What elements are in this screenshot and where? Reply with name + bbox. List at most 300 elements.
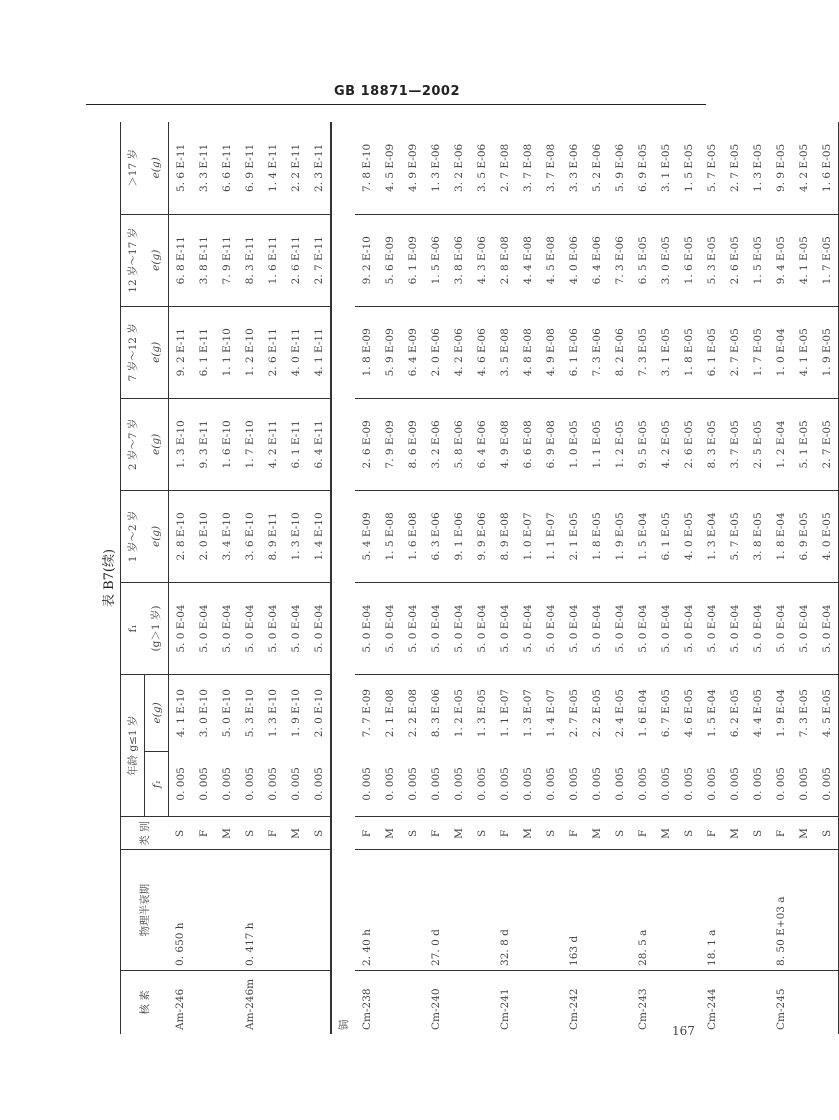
cell-half-life [401, 850, 424, 971]
cell-nuclide [723, 970, 746, 1034]
cell-e-le1: 5. 3 E-10 [238, 675, 261, 752]
cell-half-life [470, 850, 493, 971]
cell-e-7-12: 1. 2 E-10 [238, 306, 261, 398]
table-row [470, 122, 493, 1034]
cell-e-le1: 4. 5 E-05 [815, 675, 839, 752]
cell-f1: 0. 005 [243, 767, 256, 801]
cell-e-2-7: 2. 6 E-09 [355, 398, 378, 490]
cell-half-life [585, 850, 608, 971]
cell-f1-gt1: 5. 0 E-04 [215, 582, 238, 674]
cell-e-gt17: 2. 2 E-11 [289, 143, 302, 192]
cell-f1-gt1: 5. 0 E-04 [307, 582, 331, 674]
cell-e-12-17: 6. 4 E-06 [585, 214, 608, 306]
cell-e-le1: 7. 7 E-09 [355, 675, 378, 752]
cell-f1: 0. 005 [266, 767, 279, 801]
cell-nuclide [516, 970, 539, 1034]
cell-half-life: 27. 0 d [424, 850, 447, 971]
cell-f1-gt1: 5. 0 E-04 [631, 582, 654, 674]
cell-e-le1: 6. 7 E-05 [654, 675, 677, 752]
cell-e-7-12: 4. 2 E-06 [447, 306, 470, 398]
cell-e-7-12: 9. 2 E-11 [169, 306, 193, 398]
cell-f1-gt1: 5. 0 E-04 [238, 582, 261, 674]
cell-e-12-17: 1. 5 E-05 [746, 214, 769, 306]
cell-half-life: 2. 40 h [355, 850, 378, 971]
cell-nuclide: Cm-245 [769, 970, 792, 1034]
cell-half-life [261, 850, 284, 971]
cell-e-7-12: 1. 9 E-05 [815, 306, 839, 398]
header-e-le1: e(g) [145, 675, 169, 752]
cell-e-2-7: 1. 7 E-10 [238, 398, 261, 490]
cell-e-7-12: 4. 0 E-11 [284, 306, 307, 398]
cell-f1: 0. 005 [774, 767, 787, 801]
cell-nuclide [815, 970, 839, 1034]
cell-e-7-12: 1. 7 E-05 [746, 306, 769, 398]
cell-f1: 0. 005 [659, 767, 672, 801]
cell-nuclide [192, 970, 215, 1034]
cell-f1-gt1: 5. 0 E-04 [424, 582, 447, 674]
cell-e-7-12: 2. 7 E-05 [723, 306, 746, 398]
header-f1-le1: f₁ [145, 751, 169, 817]
cell-e-2-7: 6. 4 E-06 [470, 398, 493, 490]
header-e-2-7: e(g) [145, 398, 169, 490]
cell-class: F [261, 817, 284, 850]
cell-class: F [192, 817, 215, 850]
cell-f1-gt1: 5. 0 E-04 [769, 582, 792, 674]
cell-e-7-12: 4. 8 E-08 [516, 306, 539, 398]
cell-half-life [539, 850, 562, 971]
cell-nuclide: Cm-238 [355, 970, 378, 1034]
cell-e-2-7: 1. 1 E-05 [585, 398, 608, 490]
cell-e-1-2: 5. 4 E-09 [355, 490, 378, 582]
cell-e-2-7: 5. 1 E-05 [792, 398, 815, 490]
cell-e-1-2: 1. 1 E-07 [539, 490, 562, 582]
cell-e-12-17: 1. 6 E-05 [677, 214, 700, 306]
cell-f1: 0. 005 [613, 767, 626, 801]
table-row [378, 122, 401, 1034]
header-f1-gt1-note: (g＞1 岁) [145, 582, 169, 674]
cell-e-2-7: 5. 8 E-06 [447, 398, 470, 490]
cell-class: M [654, 817, 677, 850]
cell-class: S [401, 817, 424, 850]
cell-e-12-17: 1. 6 E-11 [261, 214, 284, 306]
cell-e-12-17: 8. 3 E-11 [238, 214, 261, 306]
cell-e-12-17: 5. 3 E-05 [700, 214, 723, 306]
table-row [493, 122, 516, 1034]
cell-class: M [792, 817, 815, 850]
cell-nuclide [585, 970, 608, 1034]
cell-nuclide: Am-246m [238, 970, 261, 1034]
cell-e-2-7: 2. 7 E-05 [815, 398, 839, 490]
cell-f1: 0. 005 [567, 767, 580, 801]
table-row [192, 122, 215, 1034]
cell-e-le1: 2. 7 E-05 [562, 675, 585, 752]
cell-e-le1: 7. 3 E-05 [792, 675, 815, 752]
cell-f1: 0. 005 [815, 751, 839, 817]
header-age-2-7: 2 岁～7 岁 [121, 398, 145, 490]
cell-f1: 0. 005 [429, 767, 442, 801]
cell-e-2-7: 9. 3 E-11 [192, 398, 215, 490]
table-row [516, 122, 539, 1034]
cell-class: F [355, 817, 378, 850]
cell-half-life [723, 850, 746, 971]
cell-e-2-7: 1. 2 E-05 [608, 398, 631, 490]
header-e-1-2: e(g) [145, 490, 169, 582]
cell-e-gt17: 2. 3 E-11 [312, 143, 325, 192]
cell-e-7-12: 2. 6 E-11 [261, 306, 284, 398]
cell-e-2-7: 1. 3 E-10 [169, 398, 193, 490]
cell-e-gt17: 5. 2 E-06 [590, 143, 603, 192]
table-row [355, 122, 378, 1034]
cell-e-le1: 5. 0 E-10 [215, 675, 238, 752]
cell-f1-gt1: 5. 0 E-04 [815, 582, 839, 674]
cell-half-life [516, 850, 539, 971]
cell-f1-gt1: 5. 0 E-04 [516, 582, 539, 674]
cell-class: S [746, 817, 769, 850]
cell-half-life [654, 850, 677, 971]
table-row [307, 122, 331, 1034]
cell-e-1-2: 3. 4 E-10 [215, 490, 238, 582]
cell-e-7-12: 3. 1 E-05 [654, 306, 677, 398]
cell-half-life: 8. 50 E+03 a [769, 850, 792, 971]
cell-e-gt17: 1. 4 E-11 [266, 143, 279, 192]
cell-class: S [307, 817, 331, 850]
cell-f1-gt1: 5. 0 E-04 [608, 582, 631, 674]
cell-e-le1: 2. 2 E-08 [401, 675, 424, 752]
header-age-le1: 年龄 g≤1 岁 [121, 675, 145, 817]
cell-e-7-12: 6. 1 E-11 [192, 306, 215, 398]
cell-e-2-7: 8. 6 E-09 [401, 398, 424, 490]
cell-e-le1: 4. 4 E-05 [746, 675, 769, 752]
cell-half-life [192, 850, 215, 971]
cell-f1: 0. 005 [544, 767, 557, 801]
cell-f1: 0. 005 [498, 767, 511, 801]
cell-e-12-17: 9. 2 E-10 [355, 214, 378, 306]
cell-e-1-2: 1. 3 E-10 [284, 490, 307, 582]
cell-f1: 0. 005 [174, 767, 187, 801]
cell-e-7-12: 5. 9 E-09 [378, 306, 401, 398]
cell-e-le1: 1. 3 E-07 [516, 675, 539, 752]
cell-e-gt17: 3. 7 E-08 [544, 143, 557, 192]
cell-half-life [447, 850, 470, 971]
cell-nuclide [401, 970, 424, 1034]
cell-f1: 0. 005 [289, 767, 302, 801]
cell-half-life [677, 850, 700, 971]
cell-e-1-2: 1. 4 E-10 [307, 490, 331, 582]
cell-f1: 0. 005 [590, 767, 603, 801]
cell-e-le1: 2. 1 E-08 [378, 675, 401, 752]
cell-e-7-12: 1. 8 E-05 [677, 306, 700, 398]
cell-class: M [447, 817, 470, 850]
cell-e-gt17: 6. 6 E-11 [220, 143, 233, 192]
cell-f1-gt1: 5. 0 E-04 [677, 582, 700, 674]
table-row [447, 122, 470, 1034]
table-row [746, 122, 769, 1034]
cell-e-2-7: 2. 6 E-05 [677, 398, 700, 490]
cell-e-le1: 8. 3 E-06 [424, 675, 447, 752]
cell-class: M [585, 817, 608, 850]
cell-f1-gt1: 5. 0 E-04 [585, 582, 608, 674]
cell-e-le1: 1. 4 E-07 [539, 675, 562, 752]
cell-f1-gt1: 5. 0 E-04 [169, 582, 193, 674]
cell-e-1-2: 1. 8 E-04 [769, 490, 792, 582]
cell-e-7-12: 1. 8 E-09 [355, 306, 378, 398]
cell-e-12-17: 3. 8 E-06 [447, 214, 470, 306]
cell-f1-gt1: 5. 0 E-04 [401, 582, 424, 674]
cell-nuclide [215, 970, 238, 1034]
cell-e-7-12: 6. 1 E-06 [562, 306, 585, 398]
cell-e-7-12: 6. 4 E-09 [401, 306, 424, 398]
cell-f1-gt1: 5. 0 E-04 [447, 582, 470, 674]
cell-e-12-17: 4. 5 E-08 [539, 214, 562, 306]
cell-e-gt17: 3. 3 E-06 [567, 143, 580, 192]
cell-e-12-17: 2. 8 E-08 [493, 214, 516, 306]
cell-f1: 0. 005 [383, 767, 396, 801]
cell-e-12-17: 2. 7 E-11 [307, 214, 331, 306]
cell-e-le1: 2. 0 E-10 [307, 675, 331, 752]
cell-f1-gt1: 5. 0 E-04 [562, 582, 585, 674]
cell-f1: 0. 005 [705, 767, 718, 801]
cell-f1: 0. 005 [197, 767, 210, 801]
table-title: 表 B7(续) [102, 548, 117, 608]
dose-coefficient-table [120, 122, 839, 1034]
cell-e-2-7: 1. 6 E-10 [215, 398, 238, 490]
cell-e-le1: 6. 2 E-05 [723, 675, 746, 752]
cell-f1-gt1: 5. 0 E-04 [792, 582, 815, 674]
cell-f1-gt1: 5. 0 E-04 [261, 582, 284, 674]
cell-e-le1: 1. 3 E-10 [261, 675, 284, 752]
cell-f1-gt1: 5. 0 E-04 [284, 582, 307, 674]
cell-e-12-17: 1. 7 E-05 [815, 214, 839, 306]
cell-f1: 0. 005 [312, 767, 325, 801]
cell-e-1-2: 3. 6 E-10 [238, 490, 261, 582]
cell-f1: 0. 005 [452, 767, 465, 801]
cell-e-gt17: 3. 2 E-06 [452, 143, 465, 192]
table-row [539, 122, 562, 1034]
table-row [815, 122, 839, 1034]
cell-nuclide [470, 970, 493, 1034]
cell-class: F [700, 817, 723, 850]
cell-e-7-12: 4. 1 E-05 [792, 306, 815, 398]
header-e-gt17: e(g) [145, 122, 169, 214]
table-row [424, 122, 447, 1034]
cell-class: S [539, 817, 562, 850]
cell-e-1-2: 2. 0 E-10 [192, 490, 215, 582]
cell-e-le1: 1. 9 E-10 [284, 675, 307, 752]
cell-e-1-2: 4. 0 E-05 [677, 490, 700, 582]
cell-e-2-7: 3. 2 E-06 [424, 398, 447, 490]
cell-e-2-7: 6. 4 E-11 [307, 398, 331, 490]
table-row [700, 122, 723, 1034]
cell-nuclide [307, 970, 331, 1034]
cell-e-gt17: 1. 3 E-05 [751, 143, 764, 192]
cell-e-le1: 4. 1 E-10 [169, 675, 193, 752]
table-row [654, 122, 677, 1034]
cell-f1-gt1: 5. 0 E-04 [654, 582, 677, 674]
cell-nuclide [284, 970, 307, 1034]
cell-class: M [378, 817, 401, 850]
cell-e-2-7: 8. 3 E-05 [700, 398, 723, 490]
header-f1-gt1: f₁ [121, 582, 145, 674]
cell-class: F [769, 817, 792, 850]
header-class: 类 别 [121, 817, 169, 850]
cell-f1: 0. 005 [475, 767, 488, 801]
cell-nuclide: Cm-243 [631, 970, 654, 1034]
cell-e-gt17: 1. 5 E-05 [682, 143, 695, 192]
cell-nuclide [746, 970, 769, 1034]
cell-half-life: 28. 5 a [631, 850, 654, 971]
cell-e-gt17: 3. 3 E-11 [197, 143, 210, 192]
header-age-gt17: ＞17 岁 [121, 122, 145, 214]
cell-half-life [284, 850, 307, 971]
cell-e-gt17: 1. 3 E-06 [429, 143, 442, 192]
cell-e-gt17: 9. 9 E-05 [774, 143, 787, 192]
cell-e-gt17: 6. 9 E-11 [243, 143, 256, 192]
cell-e-2-7: 7. 9 E-09 [378, 398, 401, 490]
cell-half-life [815, 850, 839, 971]
cell-e-12-17: 7. 9 E-11 [215, 214, 238, 306]
cell-e-12-17: 6. 5 E-05 [631, 214, 654, 306]
cell-e-1-2: 8. 9 E-11 [261, 490, 284, 582]
cell-e-7-12: 4. 6 E-06 [470, 306, 493, 398]
cell-f1: 0. 005 [360, 767, 373, 801]
cell-f1-gt1: 5. 0 E-04 [470, 582, 493, 674]
cell-e-gt17: 3. 1 E-05 [659, 143, 672, 192]
cell-e-gt17: 4. 2 E-05 [797, 143, 810, 192]
cell-e-gt17: 7. 8 E-10 [360, 143, 373, 192]
table-row [608, 122, 631, 1034]
table-row [238, 122, 261, 1034]
standard-number: GB 18871—2002 [333, 84, 460, 99]
cell-half-life: 163 d [562, 850, 585, 971]
cell-class: S [169, 817, 193, 850]
cell-f1: 0. 005 [636, 767, 649, 801]
cell-e-1-2: 9. 9 E-06 [470, 490, 493, 582]
cell-e-le1: 1. 2 E-05 [447, 675, 470, 752]
cell-e-12-17: 2. 6 E-05 [723, 214, 746, 306]
cell-half-life: 0. 417 h [238, 850, 261, 971]
page-number: 167 [672, 1024, 695, 1038]
cell-e-1-2: 1. 8 E-05 [585, 490, 608, 582]
cell-e-1-2: 6. 1 E-05 [654, 490, 677, 582]
cell-class: F [493, 817, 516, 850]
cell-e-12-17: 9. 4 E-05 [769, 214, 792, 306]
cell-class: S [815, 817, 839, 850]
cell-nuclide [447, 970, 470, 1034]
cell-class: S [238, 817, 261, 850]
cell-e-1-2: 1. 0 E-07 [516, 490, 539, 582]
cell-e-1-2: 2. 1 E-05 [562, 490, 585, 582]
cell-half-life [746, 850, 769, 971]
cell-e-7-12: 7. 3 E-05 [631, 306, 654, 398]
cell-class: S [608, 817, 631, 850]
cell-e-2-7: 6. 9 E-08 [539, 398, 562, 490]
cell-e-1-2: 1. 6 E-08 [401, 490, 424, 582]
table-row [169, 122, 193, 1034]
cell-e-7-12: 7. 3 E-06 [585, 306, 608, 398]
cell-e-12-17: 4. 3 E-06 [470, 214, 493, 306]
cell-f1-gt1: 5. 0 E-04 [493, 582, 516, 674]
cell-half-life [378, 850, 401, 971]
cell-f1: 0. 005 [406, 767, 419, 801]
cell-nuclide: Cm-244 [700, 970, 723, 1034]
cell-nuclide [378, 970, 401, 1034]
cell-f1-gt1: 5. 0 E-04 [746, 582, 769, 674]
cell-nuclide [261, 970, 284, 1034]
header-age-7-12: 7 岁～12 岁 [121, 306, 145, 398]
cell-e-7-12: 4. 9 E-08 [539, 306, 562, 398]
header-e-7-12: e(g) [145, 306, 169, 398]
cell-e-1-2: 2. 8 E-10 [169, 490, 193, 582]
table-row [562, 122, 585, 1034]
table-row [631, 122, 654, 1034]
group-row [331, 122, 355, 1034]
cell-e-12-17: 7. 3 E-06 [608, 214, 631, 306]
cell-f1: 0. 005 [797, 767, 810, 801]
cell-e-7-12: 1. 0 E-04 [769, 306, 792, 398]
cell-half-life: 32. 8 d [493, 850, 516, 971]
table-body [169, 122, 839, 1034]
cell-e-1-2: 1. 5 E-04 [631, 490, 654, 582]
cell-e-1-2: 5. 7 E-05 [723, 490, 746, 582]
cell-class: M [215, 817, 238, 850]
cell-class: S [470, 817, 493, 850]
cell-half-life: 0. 650 h [169, 850, 193, 971]
cell-e-12-17: 4. 4 E-08 [516, 214, 539, 306]
cell-e-gt17: 4. 9 E-09 [406, 143, 419, 192]
cell-f1: 0. 005 [751, 767, 764, 801]
cell-f1-gt1: 5. 0 E-04 [700, 582, 723, 674]
cell-e-le1: 4. 6 E-05 [677, 675, 700, 752]
cell-class: M [723, 817, 746, 850]
cell-nuclide: Cm-241 [493, 970, 516, 1034]
table-row [585, 122, 608, 1034]
cell-e-1-2: 6. 9 E-05 [792, 490, 815, 582]
cell-class: S [677, 817, 700, 850]
group-label: 锔 [331, 122, 355, 1034]
cell-e-12-17: 5. 6 E-09 [378, 214, 401, 306]
cell-e-le1: 2. 4 E-05 [608, 675, 631, 752]
cell-class: F [631, 817, 654, 850]
cell-e-1-2: 8. 9 E-08 [493, 490, 516, 582]
cell-e-le1: 3. 0 E-10 [192, 675, 215, 752]
cell-e-le1: 1. 1 E-07 [493, 675, 516, 752]
cell-e-1-2: 6. 3 E-06 [424, 490, 447, 582]
cell-e-gt17: 6. 9 E-05 [636, 143, 649, 192]
cell-half-life [792, 850, 815, 971]
cell-e-le1: 1. 5 E-04 [700, 675, 723, 752]
header-e-12-17: e(g) [145, 214, 169, 306]
cell-nuclide [792, 970, 815, 1034]
cell-e-2-7: 4. 9 E-08 [493, 398, 516, 490]
cell-e-le1: 2. 2 E-05 [585, 675, 608, 752]
cell-f1-gt1: 5. 0 E-04 [355, 582, 378, 674]
cell-e-gt17: 5. 9 E-06 [613, 143, 626, 192]
cell-f1-gt1: 5. 0 E-04 [539, 582, 562, 674]
cell-e-2-7: 6. 1 E-11 [284, 398, 307, 490]
cell-class: F [562, 817, 585, 850]
table-row [261, 122, 284, 1034]
cell-e-1-2: 3. 8 E-05 [746, 490, 769, 582]
table-row [723, 122, 746, 1034]
cell-e-gt17: 3. 5 E-06 [475, 143, 488, 192]
cell-e-7-12: 4. 1 E-11 [307, 306, 331, 398]
cell-e-12-17: 3. 0 E-05 [654, 214, 677, 306]
cell-e-gt17: 5. 7 E-05 [705, 143, 718, 192]
cell-nuclide [608, 970, 631, 1034]
cell-f1: 0. 005 [521, 767, 534, 801]
cell-e-7-12: 6. 1 E-05 [700, 306, 723, 398]
table-row [401, 122, 424, 1034]
